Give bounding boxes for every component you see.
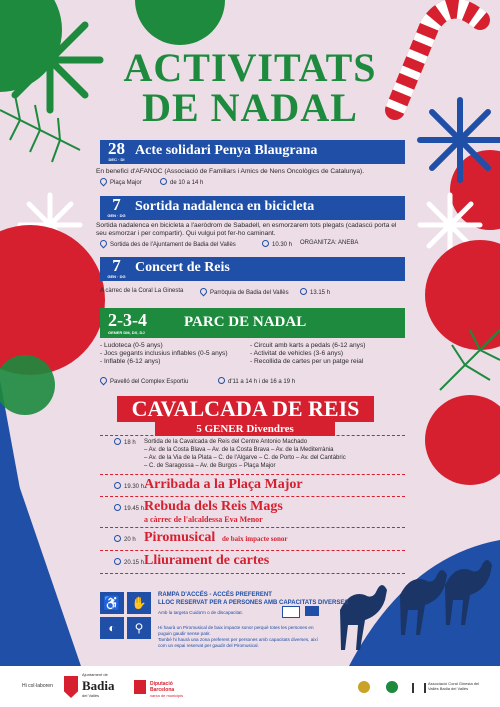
list-item: - Jocs gegants inclusius inflables (0-5 anys) — [100, 350, 228, 357]
schedule-heading: Lliurament de cartes — [144, 553, 270, 568]
parc-activities-right — [250, 342, 365, 366]
divider — [100, 550, 405, 551]
page-title: ACTIVITATS — [123, 45, 377, 90]
hearing-icon: ◐ — [100, 617, 124, 639]
list-item: - Inflable (6-12 anys) — [100, 358, 161, 365]
event-description: En benefici d'AFANOC (Associació de Familiars i Amics de Nens Oncològics de Catalunya). — [96, 168, 365, 175]
diputacio-sub: xarxa de municipis — [150, 693, 184, 698]
penya-logo-icon — [358, 681, 370, 693]
event-description: Sortida nadalenca en bicicleta a l'aeròdrom de Sabadell, en esmorzarem tots plegats (cadascú porta el seu esmorzar i per compartir). Qui vulgui pot fer-ho caminant. — [96, 222, 397, 237]
parc-dates: 2-3-4 — [108, 310, 147, 330]
event-date: 7 GEN · DG — [107, 195, 126, 218]
event-title: Acte solidari Penya Blaugrana — [135, 143, 318, 158]
badia-sub: del Vallès — [82, 693, 100, 698]
parc-time: d'11 a 14 h i de 16 a 19 h — [218, 377, 295, 385]
schedule-row — [100, 553, 405, 573]
diputacio-label: Diputació Barcelona — [150, 681, 175, 693]
event-bar — [100, 196, 405, 220]
access-info: RAMPA D'ACCÉS - ACCÉS PREFERENT LLOC RESERVAT PER A PERSONES AMB CAPACITATS DIVERSES — [158, 592, 349, 606]
schedule-time: 19.45 h — [114, 504, 144, 512]
wheelchair-icon: ♿ — [100, 592, 124, 614]
coral-label: Associació Coral Ginesta del Vallès Badia del Vallès — [428, 681, 480, 691]
location-pin-icon — [99, 239, 109, 249]
schedule-row — [100, 499, 405, 527]
event-time: 13.15 h — [300, 288, 330, 296]
cavalcada-title: CAVALCADA DE REIS — [117, 396, 374, 422]
schedule-heading: Rebuda dels Reis Mags — [144, 499, 283, 514]
clock-icon — [218, 377, 225, 384]
divider — [100, 474, 405, 475]
event-location: Parròquia de Badia del Vallès — [200, 288, 289, 296]
parc-activities-left — [100, 342, 228, 366]
access-card-note: Amb la targeta Cuida'm o de discapacitat. — [158, 610, 243, 615]
piromusical-note: Hi haurà un Piromusical de baix impacte sonor perquè totes les persones en puguin gaudir sense patir. També hi haurà una zona preferent per persones amb capacitats diverses, així com un espai reservat per gaudir del Piromusical. — [158, 625, 318, 648]
clock-icon — [114, 504, 121, 511]
schedule-row — [100, 530, 405, 550]
clock-icon — [160, 178, 167, 185]
event-time: de 10 a 14 h — [160, 178, 203, 186]
schedule-note: de baix impacte sonor — [222, 535, 288, 543]
clock-icon — [300, 288, 307, 295]
clock-icon — [262, 240, 269, 247]
location-pin-icon — [99, 177, 109, 187]
clock-icon — [114, 535, 121, 542]
list-item: - Activitat de vehicles (3-6 anys) — [250, 350, 344, 357]
schedule-time: 20 h — [114, 535, 136, 543]
page-subtitle: DE NADAL — [142, 85, 358, 130]
schedule-note: a càrrec de l'alcaldessa Eva Menor — [144, 515, 263, 524]
parc-title: PARC DE NADAL — [184, 314, 307, 330]
event-time: 10.30 h — [262, 240, 292, 248]
schedule-row — [100, 477, 405, 497]
divider — [100, 527, 405, 528]
accessibility-icons — [100, 592, 152, 640]
route-row — [100, 438, 405, 474]
event-date: 28 DEC · DI — [108, 139, 125, 162]
diputacio-logo-icon — [134, 680, 146, 694]
event-bar — [100, 140, 405, 164]
sign-language-icon: ✋ — [127, 592, 151, 614]
blind-icon: ⚲ — [127, 617, 151, 639]
divider — [100, 573, 405, 574]
schedule-heading: Piromusical — [144, 530, 216, 545]
aneba-logo-icon — [386, 681, 398, 693]
list-item: - Recollida de cartes per un patge reial — [250, 358, 364, 365]
clock-icon — [114, 558, 121, 565]
badia-label: Badia — [82, 678, 115, 693]
clock-icon — [114, 438, 121, 445]
divider — [100, 496, 405, 497]
event-location: Sortida des de l'Ajuntament de Badia del Vallès — [100, 240, 236, 248]
list-item: - Circuit amb karts a pedals (6-12 anys) — [250, 342, 366, 349]
ajuntament-label: Ajuntament de — [82, 672, 108, 677]
parc-month: GENER DM, DX, DJ — [108, 330, 145, 335]
event-organizer: ORGANITZA: ANEBA — [300, 240, 359, 246]
location-pin-icon — [199, 287, 209, 297]
event-title: Sortida nadalenca en bicicleta — [135, 199, 315, 214]
event-description: A càrrec de la Coral La Ginesta — [100, 288, 184, 294]
list-item: - Ludoteca (0-5 anys) — [100, 342, 163, 349]
card-icon — [282, 606, 300, 618]
schedule-time: 20.15 h — [114, 558, 144, 566]
divider — [100, 435, 405, 436]
location-pin-icon — [99, 376, 109, 386]
collaborators-label: Hi col·laboren — [22, 683, 53, 689]
event-location: Plaça Major — [100, 178, 142, 186]
schedule-heading: Arribada a la Plaça Major — [144, 477, 303, 492]
event-date: 7 GEN · DG — [107, 256, 126, 279]
parc-bar — [100, 308, 405, 338]
clock-icon — [114, 482, 121, 489]
schedule-time: 19.30 h — [114, 482, 144, 490]
event-bar — [100, 257, 405, 281]
coral-logo-icon — [412, 683, 426, 693]
event-title: Concert de Reis — [135, 260, 230, 275]
route-description: Sortida de la Cavalcada de Reis del Centre Antonio Machado – Av. de la Costa Blava – Av. de la Costa Brava – Av. de la Mediterrània – Av. de la Via de la Plata – C. de l'Algarve – C. de Porto – Av. del Cantàbric – C. de Saragossa – Av. de Burgos – Plaça Major — [144, 439, 346, 469]
route-time: 18 h — [114, 438, 136, 446]
parc-location: Pavelló del Complex Esportiu — [100, 377, 188, 385]
card-icon — [305, 606, 319, 616]
cavalcada-date: 5 GENER Divendres — [155, 422, 335, 436]
